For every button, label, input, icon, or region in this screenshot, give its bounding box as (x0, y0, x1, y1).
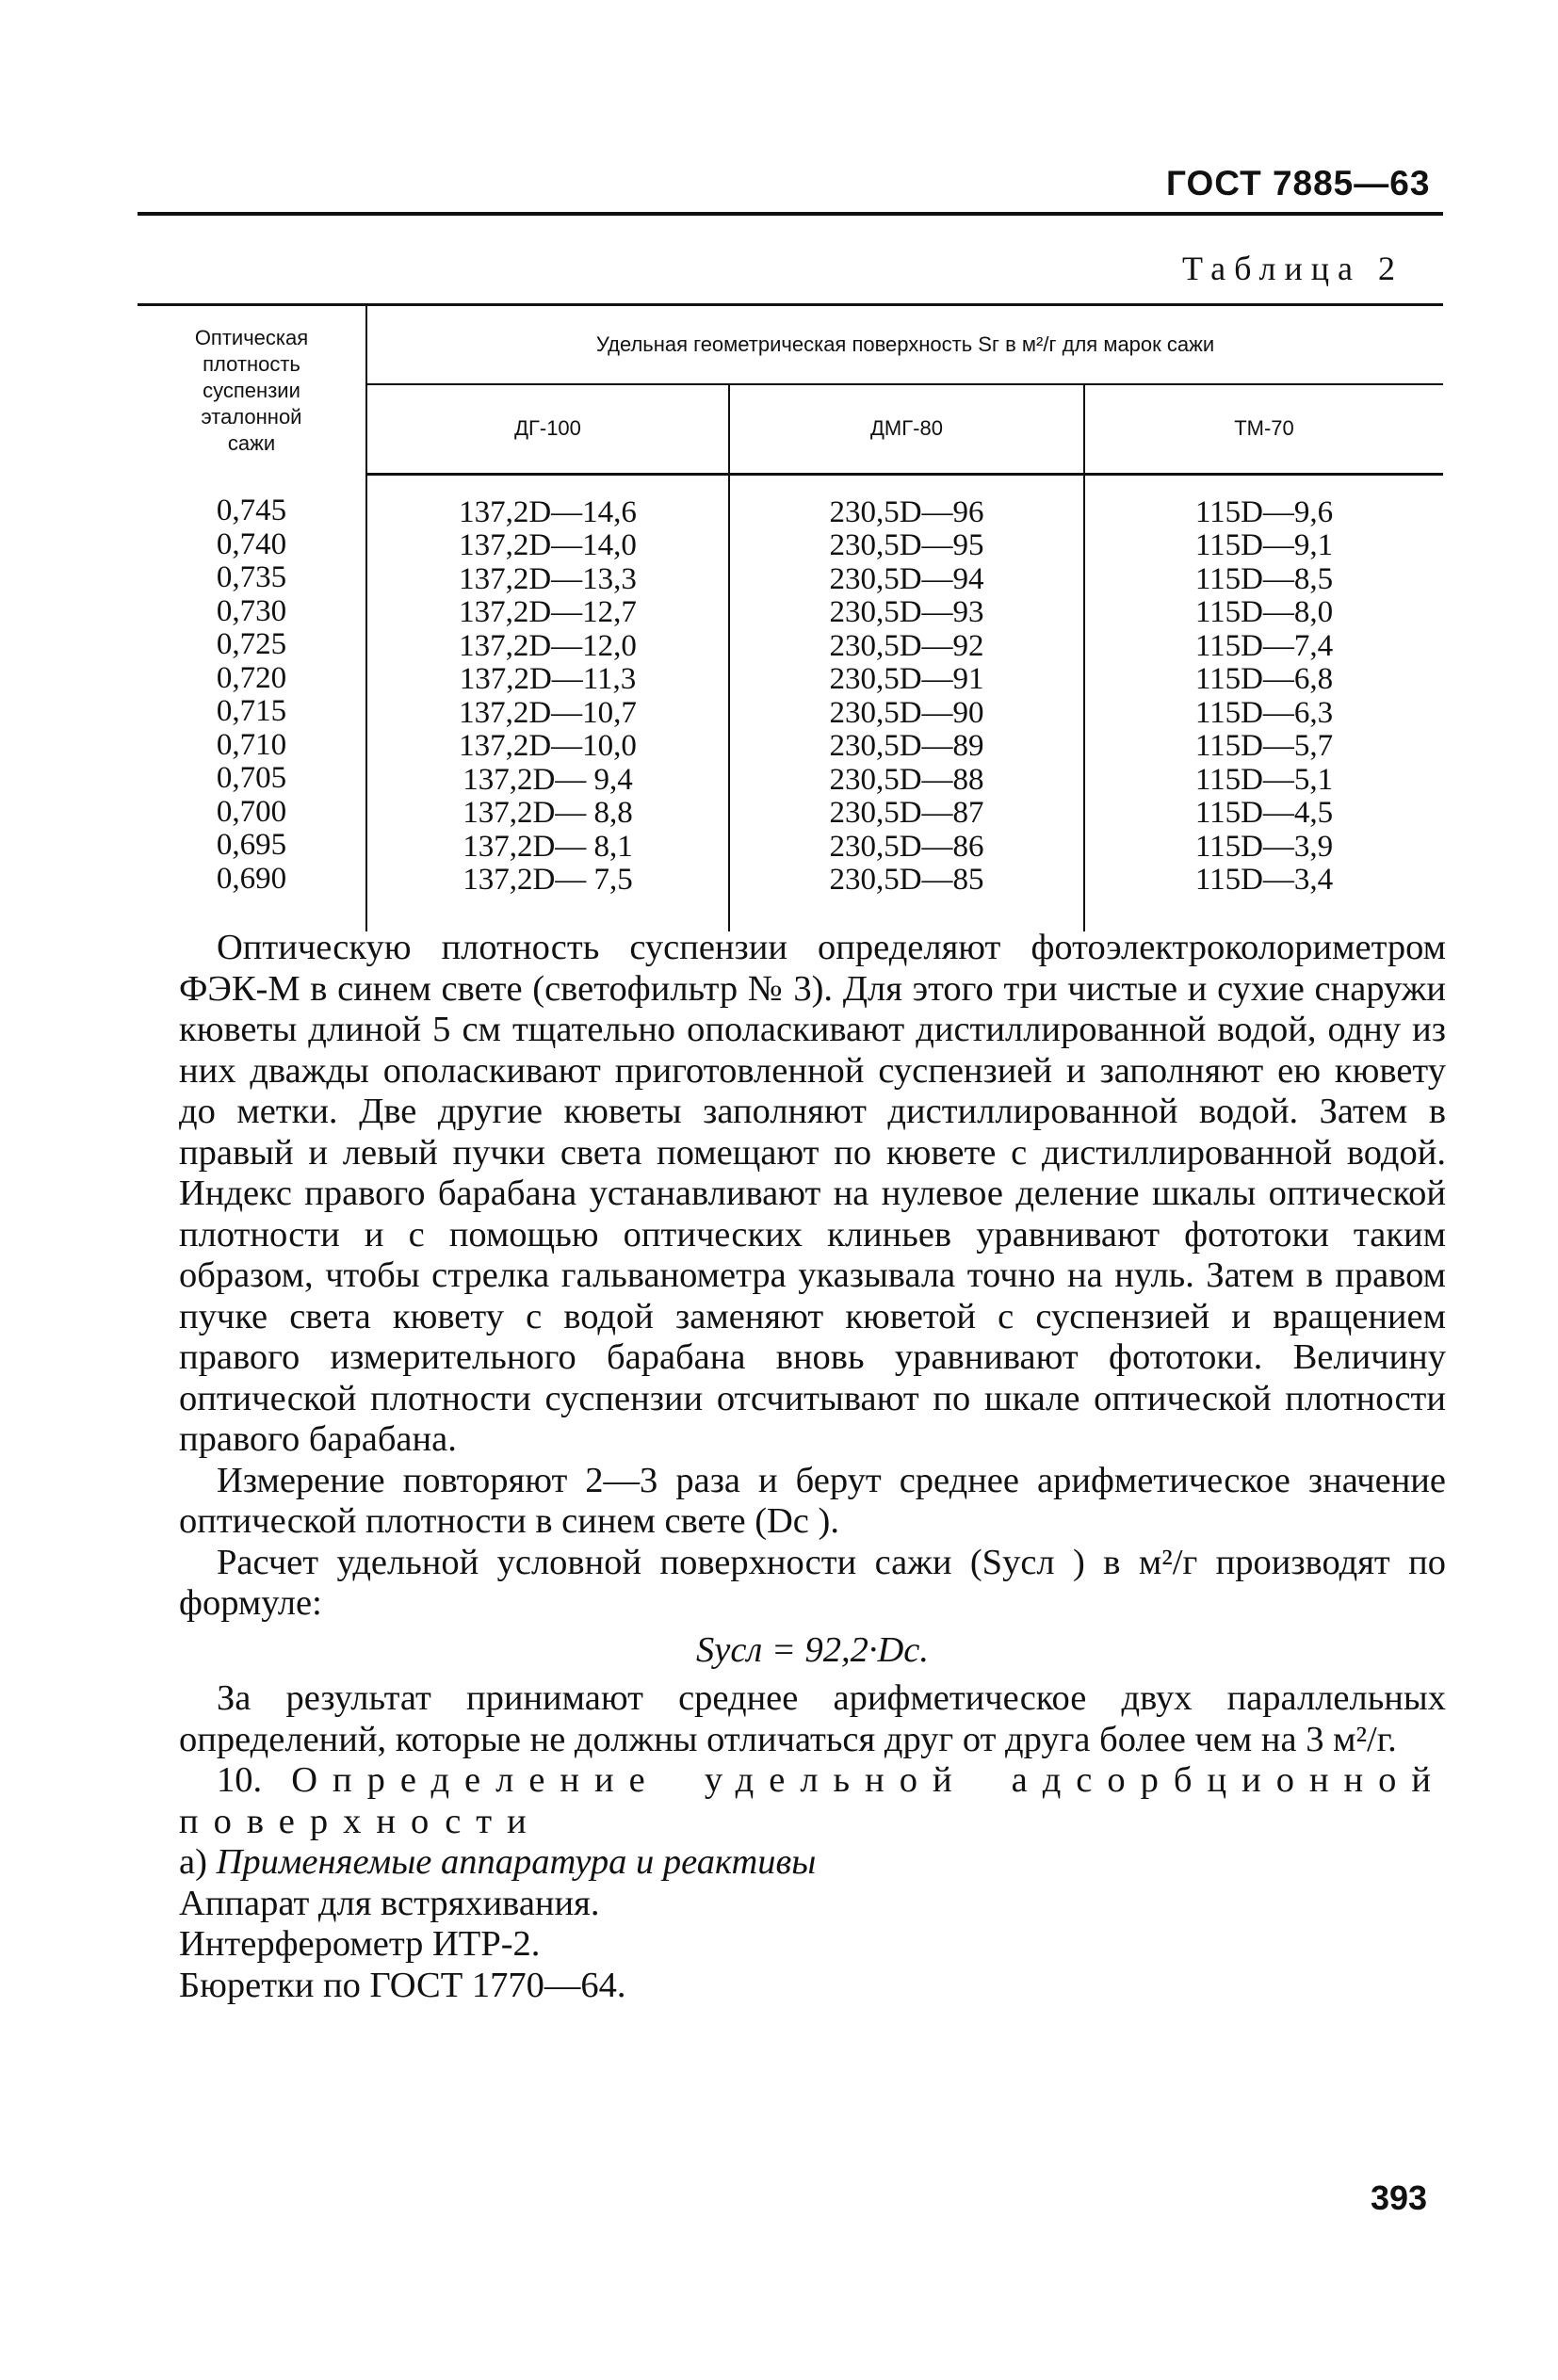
table-cell: 230,5D—95 (829, 528, 984, 562)
table-cell: 115D—5,1 (1194, 762, 1334, 797)
table-cell: 115D—7,4 (1194, 628, 1334, 663)
column-dg100-values (366, 474, 729, 931)
table-cell: 137,2D—10,0 (459, 729, 637, 763)
table-cell: 137,2D— 7,5 (463, 863, 633, 897)
table-cell: 230,5D—86 (829, 829, 984, 864)
table-caption: Таблица 2 (1182, 250, 1404, 287)
table-cell: 137,2D—14,0 (459, 528, 637, 562)
data-table (138, 303, 1443, 931)
table-cell: 137,2D— 9,4 (463, 762, 633, 797)
col-header-tm70: ТМ-70 (1084, 384, 1443, 474)
col-header-dg100: ДГ-100 (366, 384, 729, 474)
list-item: Аппарат для встряхивания. (179, 1883, 600, 1923)
table-cell: 137,2D—12,0 (459, 628, 637, 663)
table-cell: 0,715 (216, 694, 287, 728)
table-cell: 115D—3,4 (1194, 863, 1334, 897)
table-cell: 230,5D—94 (829, 561, 984, 596)
column-density-values (138, 474, 366, 931)
table-cell: 115D—4,5 (1194, 796, 1334, 830)
header-rule (138, 212, 1443, 216)
table-cell: 137,2D—12,7 (459, 595, 637, 629)
table-cell: 0,690 (216, 861, 287, 896)
table-cell: 137,2D—14,6 (459, 494, 637, 529)
table-cell: 137,2D—13,3 (459, 561, 637, 596)
table-cell: 230,5D—88 (829, 762, 984, 797)
col-header-dmg80: ДМГ-80 (729, 384, 1084, 474)
paragraph-result: За результат принимают среднее арифметическое двух параллельных определений, которые не должны отличаться друг от друга более чем на 3 м²/г. (179, 1678, 1446, 1759)
list-item: Интерферометр ИТР-2. (179, 1924, 541, 1964)
table-cell: 230,5D—91 (829, 662, 984, 696)
table-cell: 230,5D—89 (829, 729, 984, 763)
table-cell: 230,5D—90 (829, 695, 984, 730)
table-cell: 115D—8,0 (1194, 595, 1334, 629)
table-cell: 115D—6,3 (1194, 695, 1334, 730)
formula: Sусл = 92,2·Dс. (696, 1629, 929, 1670)
table-cell: 137,2D— 8,1 (463, 829, 633, 864)
table-cell: 230,5D—85 (829, 863, 984, 897)
column-tm70-values (1084, 474, 1443, 931)
subsection-heading: а) Применяемые аппаратура и реактивы (179, 1842, 817, 1882)
body-text (179, 928, 1446, 2006)
table-cell: 0,735 (216, 560, 287, 594)
paragraph-calculation: Расчет удельной условной поверхности сажи (Sусл ) в м²/г производят по формуле: (179, 1542, 1446, 1623)
table-cell: 115D—9,1 (1194, 528, 1334, 562)
col-header-optical-density: Оптическая плотность суспензии эталонной сажи (138, 305, 366, 475)
table-cell: 0,745 (216, 494, 287, 527)
table-cell: 115D—5,7 (1194, 729, 1334, 763)
table-cell: 230,5D—93 (829, 595, 984, 629)
page-number: 393 (1371, 2178, 1428, 2217)
table-cell: 115D—8,5 (1194, 561, 1334, 596)
paragraph-measurement: Оптическую плотность суспензии определяют фотоэлектроколориметром ФЭК-М в синем свете (светофильтр № 3). Для этого три чистые и сухие снаружи кюветы длиной 5 см тщательно ополаскивают дистиллированной водой, одну из них дважды ополаскивают приготовленной суспензией и заполняют ею кювету до метки. Две другие кюветы заполняют дистиллированной водой. Затем в правый и левый пучки света помещают по кювете с дистиллированной водой. Индекс правого барабана устанавливают на нулевое деление шкалы оптической плотности и с помощью оптических клиньев уравнивают фототоки таким образом, чтобы стрелка гальванометра указывала точно на нуль. Затем в правом пучке света кювету с водой заменяют кюветой с суспензией и вращением правого измерительного барабана вновь уравнивают фототоки. Величину оптической плотности суспензии отсчитывают по шкале оптической плотности правого барабана. (179, 928, 1446, 1459)
table-body-row (138, 474, 1443, 931)
table-cell: 0,695 (216, 828, 287, 862)
table-cell: 0,730 (216, 593, 287, 628)
table-cell: 115D—6,8 (1194, 662, 1334, 696)
list-item: Бюретки по ГОСТ 1770—64. (179, 1965, 626, 2005)
document-code: ГОСТ 7885—63 (1166, 164, 1431, 202)
table-cell: 0,705 (216, 761, 287, 795)
table-cell: 137,2D— 8,8 (463, 796, 633, 830)
table-cell: 0,710 (216, 727, 287, 762)
table-cell: 230,5D—96 (829, 494, 984, 529)
table-cell: 137,2D—11,3 (459, 662, 637, 696)
table-cell: 137,2D—10,7 (459, 695, 637, 730)
section-heading: 10. Определение удельной адсорбционной поверхности (179, 1760, 1447, 1841)
table-cell: 0,740 (216, 526, 287, 561)
table-cell: 115D—9,6 (1194, 494, 1334, 529)
table-cell: 230,5D—92 (829, 628, 984, 663)
table-cell: 0,720 (216, 660, 287, 695)
table-cell: 0,700 (216, 794, 287, 829)
table-cell: 0,725 (216, 627, 287, 661)
table-cell: 115D—3,9 (1194, 829, 1334, 864)
paragraph-repeat: Измерение повторяют 2—3 раза и берут среднее арифметическое значение оптической плотности в синем свете (Dс ). (179, 1460, 1446, 1541)
group-header-surface: Удельная геометрическая поверхность Sг в м²/г для марок сажи (366, 305, 1443, 384)
table-cell: 230,5D—87 (829, 796, 984, 830)
column-dmg80-values (729, 474, 1084, 931)
